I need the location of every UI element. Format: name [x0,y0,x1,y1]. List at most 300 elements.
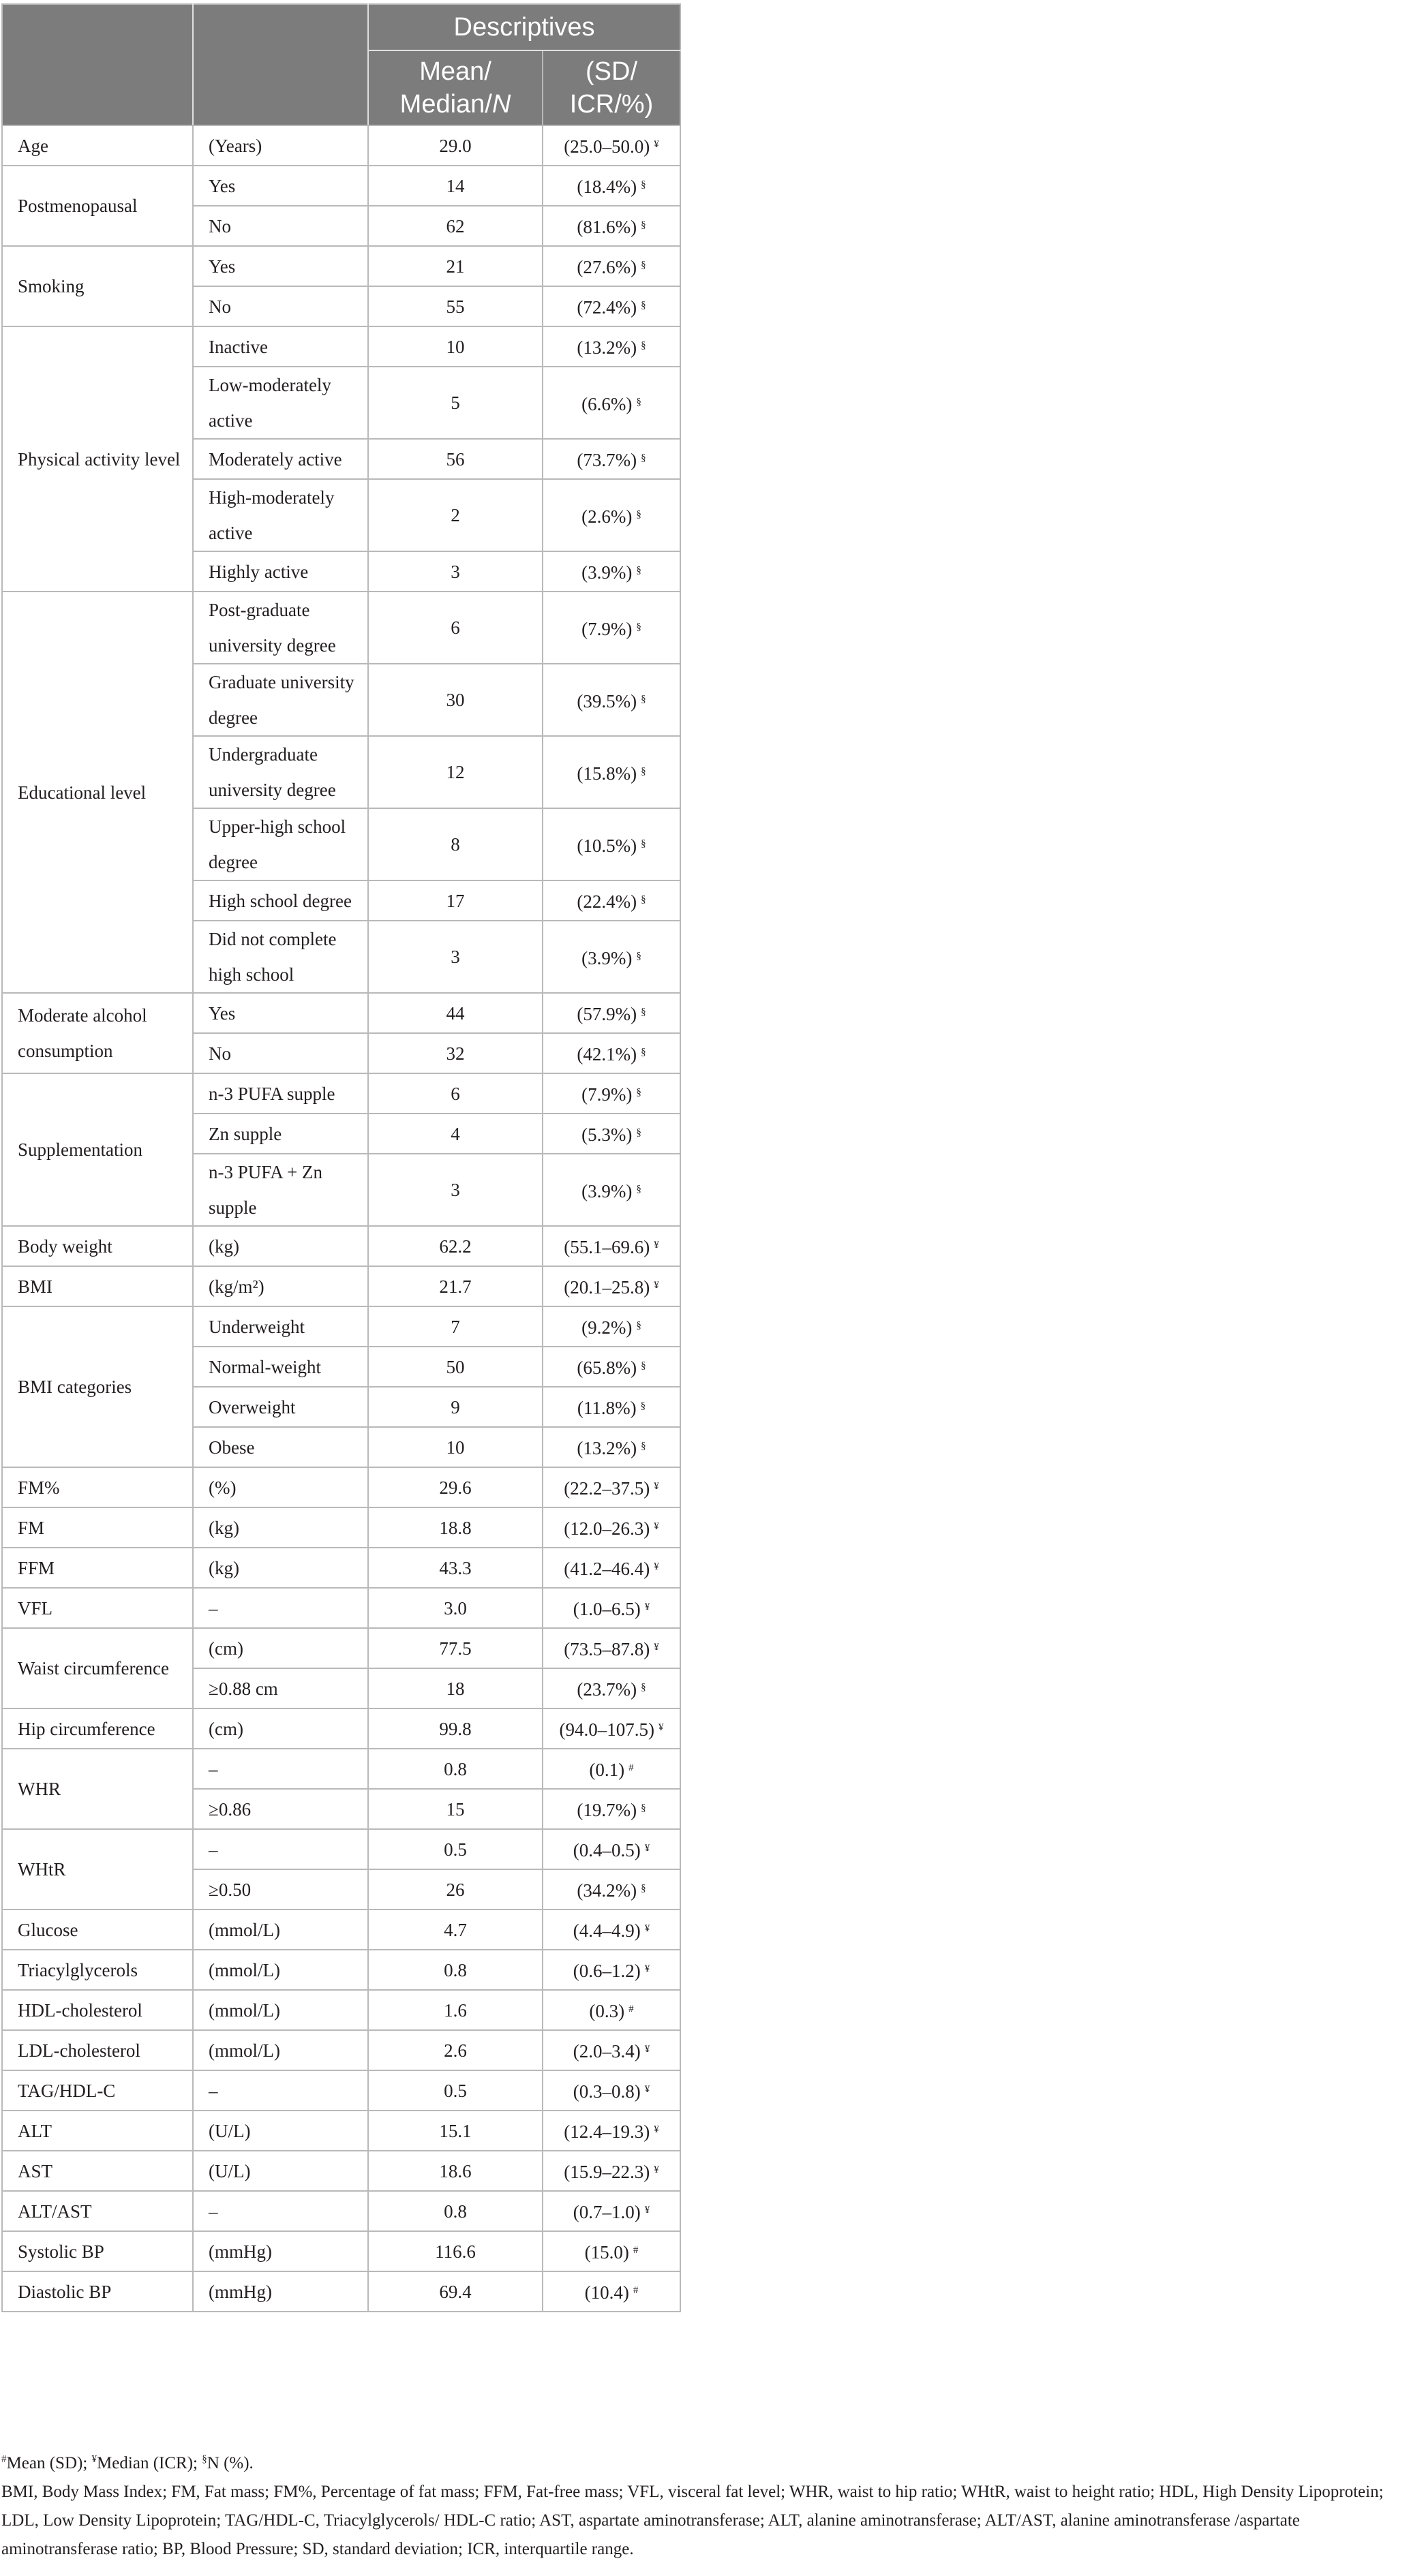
value-cell: 6 [368,592,543,664]
header-descriptives: Descriptives [368,4,680,50]
variable-label: VFL [2,1588,193,1628]
statistic-marker: § [641,1883,646,1894]
spread-cell [543,2030,680,2070]
table-row [2,1266,680,1306]
statistic-marker: § [636,565,641,576]
category-label: (mmol/L) [193,2030,368,2070]
spread-value: (12.0–26.3) [564,1518,650,1539]
category-label: (kg) [193,1226,368,1266]
spread-value: (12.4–19.3) [564,2121,650,2142]
category-label: Graduate university degree [193,664,368,736]
spread-value: (20.1–25.8) [564,1277,650,1298]
category-label: Moderately active [193,439,368,479]
spread-value: (9.2%) [581,1317,633,1338]
variable-label: FFM [2,1548,193,1588]
category-label: Yes [193,246,368,286]
value-cell: 43.3 [368,1548,543,1588]
variable-label: Waist circumference [2,1628,193,1708]
table-row [2,1829,680,1869]
statistic-marker: ¥ [658,1722,664,1733]
statistic-marker: § [641,300,646,311]
spread-value: (7.9%) [581,1084,633,1105]
spread-cell [543,2070,680,2111]
table-row [2,592,680,664]
spread-cell [543,1910,680,1950]
statistic-marker: ¥ [654,1521,659,1532]
category-label: Highly active [193,551,368,592]
category-label: (kg) [193,1548,368,1588]
statistic-marker: § [641,1047,646,1058]
spread-cell [543,2111,680,2151]
spread-cell [543,1347,680,1387]
category-label: Zn supple [193,1114,368,1154]
table-row [2,1950,680,1990]
spread-cell [543,1507,680,1548]
category-label: (kg/m²) [193,1266,368,1306]
category-label: (cm) [193,1628,368,1668]
category-label: Obese [193,1427,368,1467]
value-cell: 6 [368,1073,543,1114]
spread-cell [543,246,680,286]
statistic-marker: § [641,1682,646,1693]
spread-cell [543,1708,680,1749]
value-cell: 4 [368,1114,543,1154]
statistic-marker: # [628,1762,634,1773]
table-row [2,2111,680,2151]
table-row [2,166,680,206]
footnote-abbreviations: BMI, Body Mass Index; FM, Fat mass; FM%, Percentage of fat mass; FFM, Fat-free mass; VFL, visceral fat level; WHR, waist to hip ratio; WHtR, waist to height ratio; HDL, High Density Lipoprotein; LDL, Low Density Lipoprotein; TAG/HDL-C, Triacylglycerols/ HDL-C ratio; AST, aspartate aminotransferase; ALT, alanine aminotransferase; ALT/AST, alanine aminotransferase /aspartate aminotransferase ratio; BP, Blood Pressure; SD, standard deviation; ICR, interquartile range. [1,2483,1384,2559]
statistic-marker: § [641,838,646,849]
statistic-marker: § [636,1087,641,1098]
table-row [2,246,680,286]
category-label: Upper-high school degree [193,808,368,880]
variable-label: ALT/AST [2,2191,193,2231]
spread-cell [543,664,680,736]
spread-cell [543,993,680,1033]
value-cell: 50 [368,1347,543,1387]
value-cell: 77.5 [368,1628,543,1668]
category-label: (mmHg) [193,2271,368,2312]
statistic-marker: § [641,1360,646,1371]
category-label: ≥0.50 [193,1869,368,1910]
table-row [2,1749,680,1789]
spread-value: (3.9%) [581,1180,633,1201]
value-cell: 9 [368,1387,543,1427]
statistic-marker: # [633,2285,639,2296]
statistic-marker: § [636,1183,641,1195]
spread-cell [543,1950,680,1990]
statistic-marker: ¥ [644,2044,650,2055]
value-cell: 18 [368,1668,543,1708]
spread-cell [543,1668,680,1708]
category-label: No [193,286,368,326]
statistic-marker: ¥ [644,1843,650,1854]
table-row [2,1548,680,1588]
category-label: (kg) [193,1507,368,1548]
spread-value: (22.2–37.5) [564,1478,650,1499]
value-cell: 99.8 [368,1708,543,1749]
variable-label: HDL-cholesterol [2,1990,193,2030]
variable-label: AST [2,2151,193,2191]
value-cell: 69.4 [368,2271,543,2312]
category-label: Undergraduate university degree [193,736,368,808]
spread-value: (0.1) [589,1760,625,1780]
spread-cell [543,2151,680,2191]
category-label: ≥0.86 [193,1789,368,1829]
table-row [2,1910,680,1950]
value-cell: 0.8 [368,1950,543,1990]
table-row [2,1467,680,1507]
variable-label: ALT [2,2111,193,2151]
category-label: n-3 PUFA supple [193,1073,368,1114]
value-cell: 2 [368,479,543,551]
value-cell: 3 [368,1154,543,1226]
category-label: No [193,1033,368,1073]
value-cell: 26 [368,1869,543,1910]
spread-value: (22.4%) [577,891,637,912]
variable-label: Smoking [2,246,193,326]
statistic-marker: § [641,340,646,351]
table-row [2,1306,680,1347]
footnote-symbols: #Mean (SD); ¥Median (ICR); §N (%). [1,2454,254,2473]
value-cell: 56 [368,439,543,479]
spread-cell [543,286,680,326]
spread-value: (15.9–22.3) [564,2162,650,2182]
variable-label: WHR [2,1749,193,1829]
statistic-marker: § [636,1127,641,1138]
spread-cell [543,125,680,166]
category-label: High-moderately active [193,479,368,551]
variable-label: BMI [2,1266,193,1306]
table-row [2,1507,680,1548]
spread-cell [543,880,680,921]
category-label: – [193,2191,368,2231]
spread-cell [543,479,680,551]
table-row [2,1628,680,1668]
value-cell: 44 [368,993,543,1033]
spread-value: (1.0–6.5) [573,1599,641,1619]
category-label: Overweight [193,1387,368,1427]
category-label: Underweight [193,1306,368,1347]
spread-value: (4.4–4.9) [573,1920,641,1941]
value-cell: 32 [368,1033,543,1073]
value-cell: 21 [368,246,543,286]
value-cell: 17 [368,880,543,921]
category-label: – [193,1588,368,1628]
variable-label: FM [2,1507,193,1548]
value-cell: 12 [368,736,543,808]
spread-cell [543,1266,680,1306]
statistic-marker: § [636,621,641,632]
statistic-marker: ¥ [654,139,659,150]
statistic-marker: ¥ [654,1642,659,1653]
category-label: ≥0.88 cm [193,1668,368,1708]
spread-value: (0.6–1.2) [573,1961,641,1981]
spread-value: (15.0) [584,2242,629,2263]
spread-cell [543,1829,680,1869]
statistic-marker: ¥ [654,2124,659,2135]
category-label: Normal-weight [193,1347,368,1387]
spread-value: (11.8%) [577,1398,637,1418]
spread-value: (15.8%) [577,763,637,784]
variable-label: Moderate alcohol consumption [2,993,193,1073]
category-label: (cm) [193,1708,368,1749]
category-label: No [193,206,368,246]
spread-cell [543,1073,680,1114]
statistic-marker: § [640,1400,646,1411]
spread-value: (19.7%) [577,1800,637,1820]
variable-label: TAG/HDL-C [2,2070,193,2111]
spread-value: (3.9%) [581,562,633,583]
spread-value: (13.2%) [577,337,637,358]
value-cell: 30 [368,664,543,736]
statistic-marker: § [641,693,646,705]
spread-value: (23.7%) [577,1679,637,1700]
statistic-marker: § [641,260,646,271]
statistic-marker: # [628,2004,634,2014]
category-label: Yes [193,993,368,1033]
header-blank-category [193,4,368,125]
spread-value: (25.0–50.0) [564,136,650,157]
category-label: Did not complete high school [193,921,368,993]
descriptives-table [1,3,681,2312]
spread-value: (94.0–107.5) [559,1719,654,1740]
spread-value: (73.7%) [577,450,637,470]
variable-label: Diastolic BP [2,2271,193,2312]
spread-cell [543,1226,680,1266]
table-row [2,2231,680,2271]
spread-cell [543,439,680,479]
category-label: Inactive [193,326,368,367]
variable-label: Physical activity level [2,326,193,592]
value-cell: 29.0 [368,125,543,166]
header-mean-median-n: Mean/ Median/N [368,50,543,125]
spread-cell [543,2271,680,2312]
spread-value: (73.5–87.8) [564,1639,650,1659]
statistic-marker: § [641,179,646,190]
value-cell: 1.6 [368,1990,543,2030]
value-cell: 0.8 [368,1749,543,1789]
variable-label: Postmenopausal [2,166,193,246]
table-row [2,1073,680,1114]
table-row [2,2191,680,2231]
statistic-marker: § [641,219,646,230]
spread-cell [543,592,680,664]
table-header [2,4,680,125]
value-cell: 62.2 [368,1226,543,1266]
spread-cell [543,1789,680,1829]
statistic-marker: ¥ [654,1280,659,1291]
spread-value: (0.3–0.8) [573,2081,641,2102]
spread-value: (3.9%) [581,947,633,968]
category-label: (mmol/L) [193,1950,368,1990]
spread-cell [543,1154,680,1226]
value-cell: 15 [368,1789,543,1829]
header-sd-icr-percent: (SD/ ICR/%) [543,50,680,125]
spread-cell [543,367,680,439]
spread-value: (57.9%) [577,1004,637,1024]
spread-value: (10.4) [584,2282,629,2303]
statistic-marker: ¥ [644,1963,650,1974]
spread-value: (6.6%) [581,393,633,414]
spread-value: (7.9%) [581,618,633,639]
value-cell: 7 [368,1306,543,1347]
table-row [2,1990,680,2030]
category-label: (U/L) [193,2111,368,2151]
statistic-marker: ¥ [644,1601,650,1612]
statistic-marker: # [633,2245,639,2256]
table-row [2,2151,680,2191]
statistic-marker: ¥ [654,2164,659,2175]
spread-cell [543,1548,680,1588]
spread-cell [543,1033,680,1073]
statistic-marker: ¥ [644,2084,650,2095]
spread-cell [543,1114,680,1154]
table-row [2,125,680,166]
category-label: (mmol/L) [193,1910,368,1950]
value-cell: 5 [368,367,543,439]
category-label: n-3 PUFA + Zn supple [193,1154,368,1226]
spread-value: (39.5%) [577,690,637,711]
category-label: Post-graduate university degree [193,592,368,664]
variable-label: Triacylglycerols [2,1950,193,1990]
value-cell: 55 [368,286,543,326]
variable-label: Body weight [2,1226,193,1266]
category-label: Yes [193,166,368,206]
spread-value: (5.3%) [581,1124,633,1145]
statistic-marker: § [641,453,646,463]
value-cell: 3 [368,551,543,592]
spread-value: (0.7–1.0) [573,2202,641,2222]
variable-label: Age [2,125,193,166]
spread-value: (27.6%) [577,257,637,277]
category-label: Low-moderately active [193,367,368,439]
spread-cell [543,921,680,993]
value-cell: 116.6 [368,2231,543,2271]
statistic-marker: § [641,1803,646,1813]
value-cell: 29.6 [368,1467,543,1507]
value-cell: 10 [368,326,543,367]
category-label: – [193,1829,368,1869]
value-cell: 62 [368,206,543,246]
value-cell: 10 [368,1427,543,1467]
spread-cell [543,808,680,880]
value-cell: 8 [368,808,543,880]
table-row [2,2030,680,2070]
spread-cell [543,736,680,808]
category-label: – [193,1749,368,1789]
spread-cell [543,326,680,367]
statistic-marker: § [636,508,641,520]
spread-cell [543,1869,680,1910]
variable-label: LDL-cholesterol [2,2030,193,2070]
value-cell: 21.7 [368,1266,543,1306]
spread-cell [543,1749,680,1789]
header-blank-variable [2,4,193,125]
spread-value: (2.6%) [581,506,633,527]
spread-cell [543,2191,680,2231]
value-cell: 14 [368,166,543,206]
spread-value: (0.4–0.5) [573,1840,641,1860]
value-cell: 18.8 [368,1507,543,1548]
category-label: (%) [193,1467,368,1507]
value-cell: 18.6 [368,2151,543,2191]
spread-cell [543,1427,680,1467]
variable-label: Hip circumference [2,1708,193,1749]
table-row [2,326,680,367]
spread-cell [543,1306,680,1347]
spread-cell [543,551,680,592]
variable-label: BMI categories [2,1306,193,1467]
spread-value: (65.8%) [577,1358,637,1378]
value-cell: 0.8 [368,2191,543,2231]
category-label: – [193,2070,368,2111]
variable-label: Educational level [2,592,193,993]
spread-cell [543,166,680,206]
statistic-marker: § [636,1320,641,1331]
category-label: (mmHg) [193,2231,368,2271]
variable-label: FM% [2,1467,193,1507]
spread-cell [543,1990,680,2030]
variable-label: Systolic BP [2,2231,193,2271]
statistic-marker: § [636,950,641,962]
spread-value: (55.1–69.6) [564,1237,650,1257]
table-footnotes [1,2445,1406,2564]
variable-label: Supplementation [2,1073,193,1226]
spread-cell [543,1628,680,1668]
statistic-marker: § [641,1441,646,1452]
table-body [2,125,680,2312]
value-cell: 0.5 [368,1829,543,1869]
value-cell: 3.0 [368,1588,543,1628]
spread-cell [543,1387,680,1427]
spread-value: (81.6%) [577,217,637,237]
variable-label: Glucose [2,1910,193,1950]
table-row [2,1226,680,1266]
spread-cell [543,1588,680,1628]
variable-label: WHtR [2,1829,193,1910]
value-cell: 2.6 [368,2030,543,2070]
spread-value: (72.4%) [577,297,637,318]
statistic-marker: § [641,894,646,905]
statistic-marker: ¥ [654,1561,659,1572]
value-cell: 15.1 [368,2111,543,2151]
spread-cell [543,206,680,246]
table-row [2,993,680,1033]
statistic-marker: § [641,765,646,777]
spread-value: (2.0–3.4) [573,2041,641,2061]
category-label: (Years) [193,125,368,166]
spread-value: (41.2–46.4) [564,1559,650,1579]
statistic-marker: ¥ [644,2205,650,2215]
statistic-marker: ¥ [654,1481,659,1492]
spread-value: (10.5%) [577,835,637,856]
table-row [2,2271,680,2312]
spread-value: (0.3) [589,2001,625,2021]
statistic-marker: § [636,396,641,408]
category-label: (U/L) [193,2151,368,2191]
spread-value: (18.4%) [577,177,637,197]
spread-value: (42.1%) [577,1044,637,1064]
value-cell: 3 [368,921,543,993]
statistic-marker: ¥ [644,1923,650,1934]
table-row [2,1708,680,1749]
statistic-marker: § [641,1007,646,1017]
spread-value: (13.2%) [577,1438,637,1458]
spread-cell [543,1467,680,1507]
statistic-marker: ¥ [654,1240,659,1251]
value-cell: 0.5 [368,2070,543,2111]
